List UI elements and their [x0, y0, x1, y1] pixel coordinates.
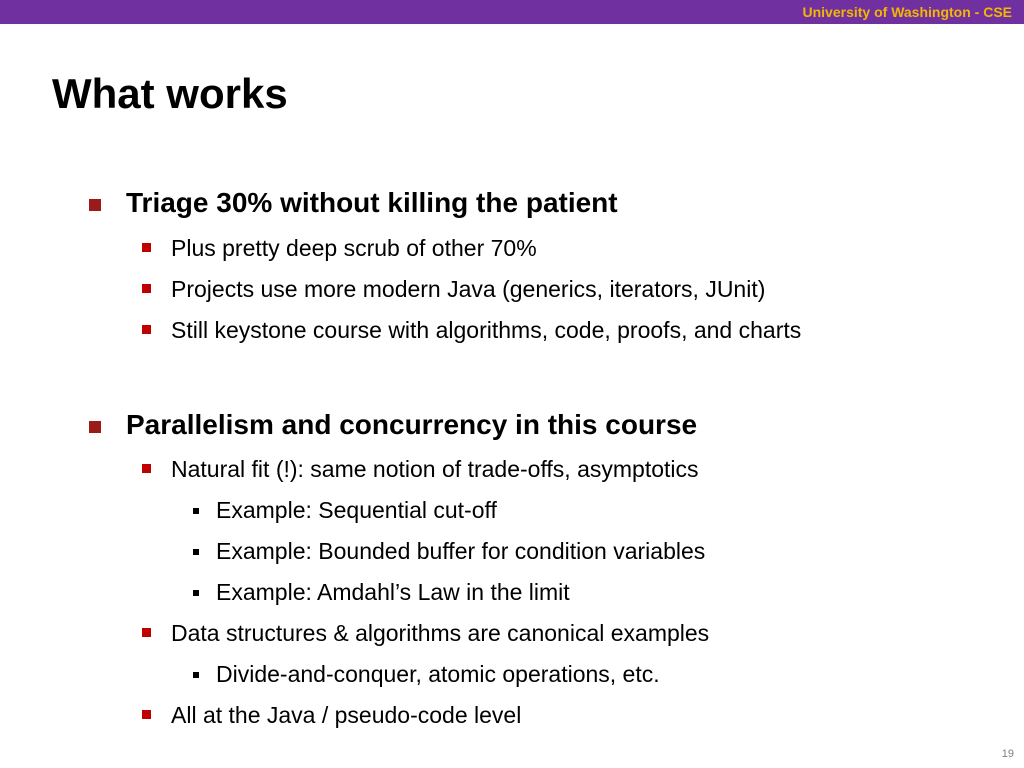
bullet-text: Example: Amdahl’s Law in the limit — [216, 579, 570, 605]
square-bullet-icon — [89, 421, 101, 433]
bullet-item-level3 — [216, 578, 570, 606]
square-bullet-icon — [142, 325, 151, 334]
square-bullet-icon — [142, 243, 151, 252]
bullet-item-level1 — [126, 186, 618, 220]
bullet-text: Divide-and-conquer, atomic operations, etc. — [216, 661, 660, 687]
bullet-text: Still keystone course with algorithms, code, proofs, and charts — [171, 317, 802, 343]
bullet-text: Projects use more modern Java (generics, iterators, JUnit) — [171, 276, 766, 302]
bullet-item-level2 — [171, 234, 537, 262]
page-number: 19 — [1001, 748, 1014, 760]
square-bullet-icon — [142, 628, 151, 637]
slide-title: What works — [52, 70, 288, 117]
square-bullet-icon — [89, 199, 101, 211]
bullet-item-level2 — [171, 701, 521, 729]
org-name: University of Washington - CSE — [802, 4, 1012, 20]
square-bullet-icon — [193, 508, 199, 514]
bullet-text: All at the Java / pseudo-code level — [171, 702, 522, 728]
square-bullet-icon — [193, 549, 199, 555]
bullet-text: Example: Bounded buffer for condition variables — [216, 538, 706, 564]
bullet-item-level3 — [216, 496, 497, 524]
square-bullet-icon — [193, 672, 199, 678]
bullet-text: Plus pretty deep scrub of other 70% — [171, 235, 537, 261]
square-bullet-icon — [193, 590, 199, 596]
bullet-item-level3 — [216, 537, 705, 565]
square-bullet-icon — [142, 710, 151, 719]
bullet-text: Example: Sequential cut-off — [216, 497, 497, 523]
bullet-text: Triage 30% without killing the patient — [126, 187, 618, 218]
bullet-text: Natural fit (!): same notion of trade-offs, asymptotics — [171, 456, 699, 482]
bullet-item-level3 — [216, 660, 660, 688]
square-bullet-icon — [142, 464, 151, 473]
bullet-item-level1 — [126, 408, 697, 442]
bullet-text: Data structures & algorithms are canonical examples — [171, 620, 710, 646]
bullet-item-level2 — [171, 275, 765, 303]
bullet-item-level2 — [171, 455, 699, 483]
bullet-item-level2 — [171, 316, 801, 344]
square-bullet-icon — [142, 284, 151, 293]
bullet-text: Parallelism and concurrency in this course — [126, 409, 698, 440]
bullet-item-level2 — [171, 619, 709, 647]
